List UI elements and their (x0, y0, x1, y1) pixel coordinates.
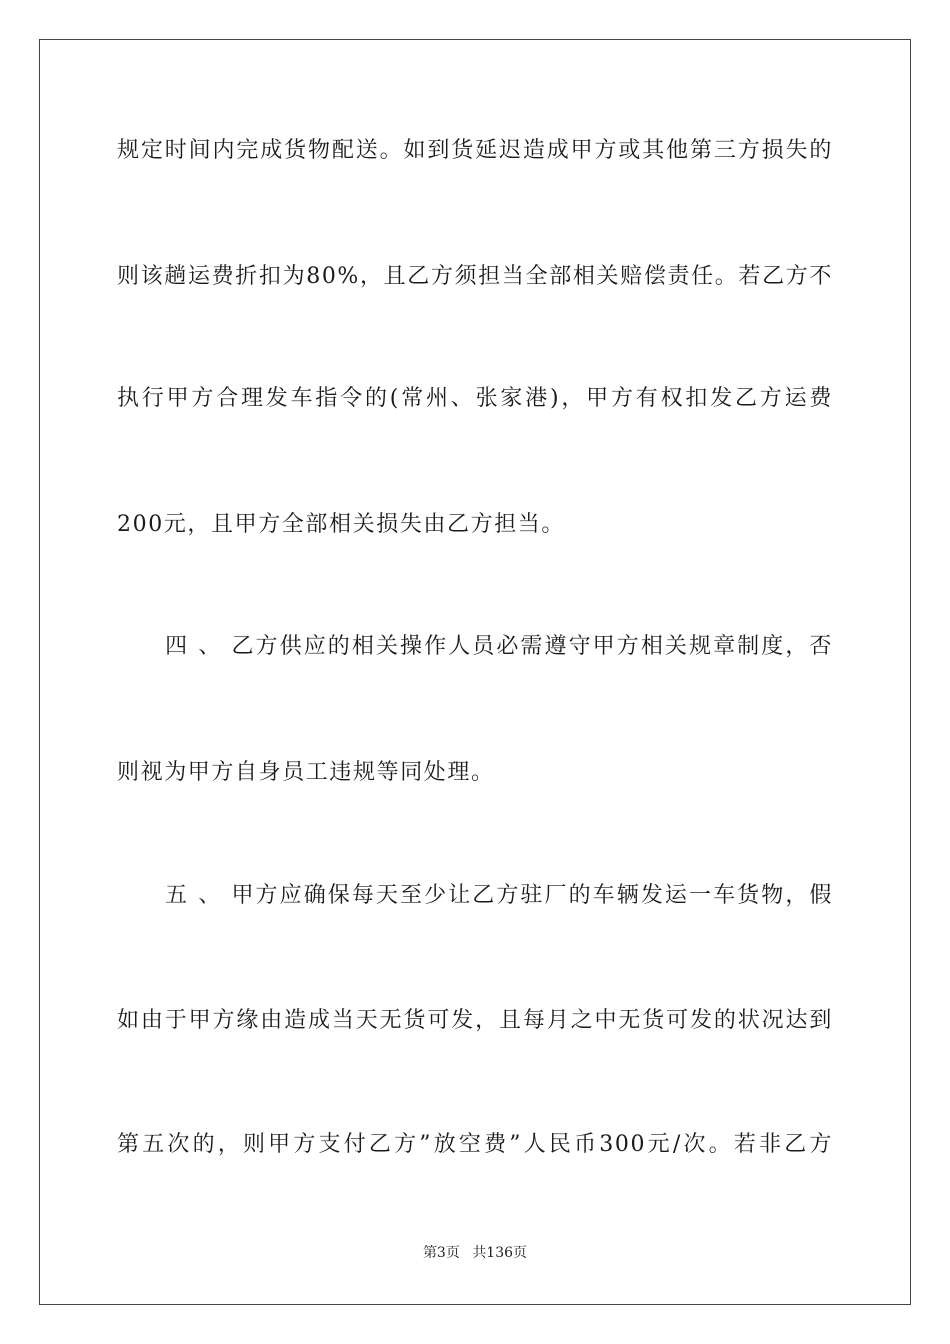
page-number: 第3页 (422, 1245, 460, 1261)
text-line-6: 则视为甲方自身员工违规等同处理。 (117, 760, 495, 785)
text-line-8: 如由于甲方缘由造成当天无货可发，且每月之中无货可发的状况达到 (117, 1008, 833, 1033)
text-line-3: 执行甲方合理发车指令的(常州、张家港)，甲方有权扣发乙方运费 (117, 386, 833, 411)
total-pages: 共136页 (472, 1245, 528, 1261)
text-line-1: 规定时间内完成货物配送。如到货延迟造成甲方或其他第三方损失的 (117, 138, 833, 163)
text-line-9: 第五次的，则甲方支付乙方”放空费”人民币300元/次。若非乙方 (117, 1132, 833, 1157)
text-line-4: 200元，且甲方全部相关损失由乙方担当。 (117, 512, 565, 537)
page-frame (39, 39, 911, 1305)
text-line-7: 五 、 甲方应确保每天至少让乙方驻厂的车辆发运一车货物，假 (117, 883, 833, 908)
text-line-5: 四 、 乙方供应的相关操作人员必需遵守甲方相关规章制度，否 (117, 634, 833, 659)
text-line-2: 则该趟运费折扣为80%，且乙方须担当全部相关赔偿责任。若乙方不 (117, 264, 833, 289)
page-footer (0, 1243, 950, 1263)
